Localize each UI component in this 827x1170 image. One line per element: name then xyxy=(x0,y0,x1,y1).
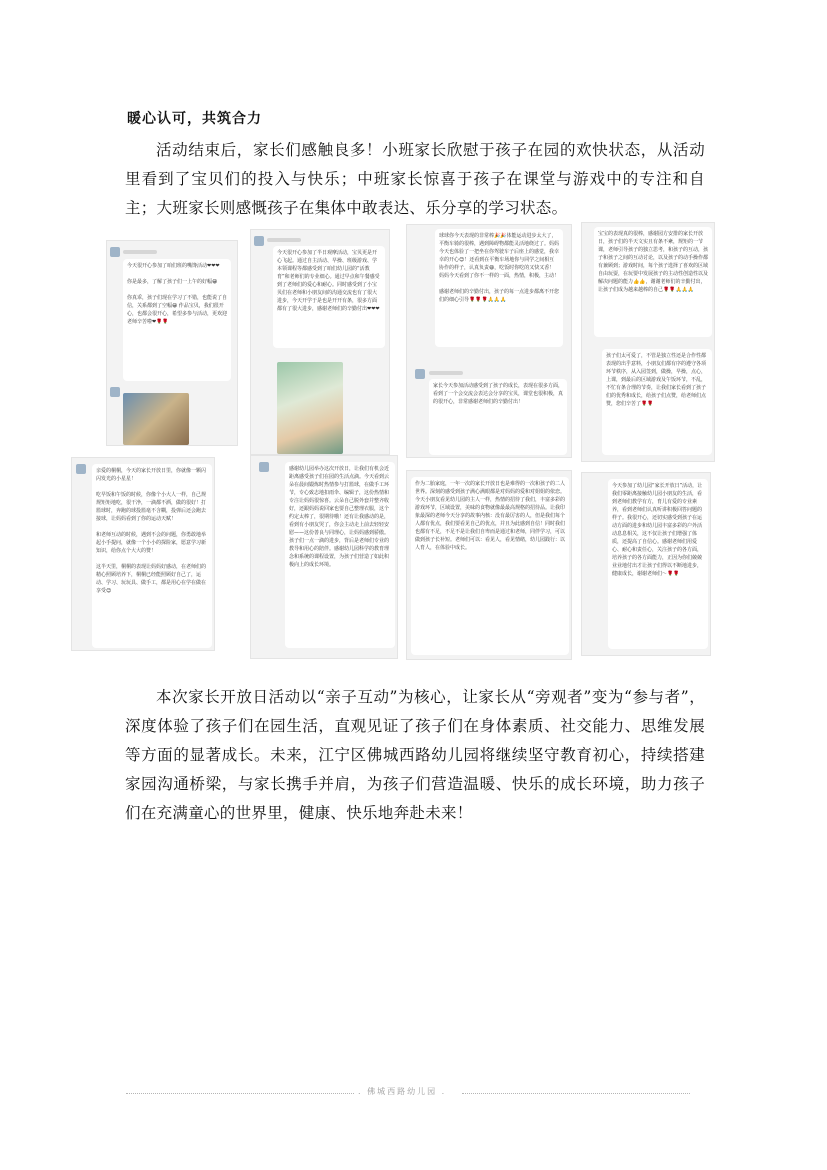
chat-message: 感谢幼儿园举办这次开放日，让我们有机会近距离感受孩子们在园的生活点滴。今天看到云朵在晨间锻炼时热情参与打篮球，在做手工环节，专心致志地扣雨伞、编辑子，这份热情和专注让妈妈很惊喜。云朵自己脱外套并整齐收好，还跟妈妈说回家也要自己整理衣服，这个约定太棒了，很期待哦！还有让我感动的是，看到有小朋友哭了，你会主动走上前去轻轻安慰——这份善良与同理心，让妈妈感到骄傲。孩子们一点一滴的进步，背后是老师们专业的教导和用心的陪伴。感谢幼儿园科学的教育理念和系统的课程设置，为孩子们营造了如此积极向上的成长环境。 xyxy=(285,462,395,648)
chat-message: 亲爱的桐桐，今天的家长开放日里，你就像一颗闪闪发光的小星星！ 吃早饭和午饭的时候，你像个小大人一样，自己规规矩矩地吃，很干净，一滴都不洒，做的很好！打篮球时，奔跑的球投篮毫不含糊，投弹后还会跑去接球，让妈妈看到了你的运动天赋！ 和老师互动的时候，遇到不会的问题，你勇敢地举起小手提问，就像一个小小的探险家，愿意学习新知识，给你点个大大的赞！ 这半天里，桐桐的表现让妈妈好感动，在老师们的精心照顾培养下，桐桐已经能照顾好自己了，运动、学习、玩玩具、做手工，都是用心在学在做在享受😊 xyxy=(92,464,212,648)
paragraph-summary: 本次家长开放日活动以“亲子互动”为核心，让家长从“旁观者”变为“参与者”，深度体验了孩子们在园生活，直观见证了孩子们在身体素质、社交能力、思维发展等方面的显著成长。未来，江宁区佛城西路幼儿园将继续坚守教育初心，持续搭建家园沟通桥梁，与家长携手并肩，为孩子们营造温暖、快乐的成长环境，助力孩子们在充满童心的世界里，健康、快乐地奔赴未来！ xyxy=(125,688,705,822)
chat-message: 今天很开心参加了半日观摩活动，宝贝更是开心飞起。通过自主活动、早操、班级游戏、学本领课程等都感受到了咱们幼儿园的“活教育”和老师们的专业细心。通过早点和午餐感受到了老师们的爱心和耐心。同时感受到了小宝贝们在老师和小朋友间的沟通交流也有了很大进步，今天开学于是也是开开有条，很多方面都有了很大进步，感谢老师们的辛勤付出❤❤❤ xyxy=(273,246,385,348)
chat-screenshot-1 xyxy=(106,240,238,446)
footer-divider-right xyxy=(462,1093,690,1094)
avatar xyxy=(259,462,269,472)
chat-screenshot-5 xyxy=(71,457,215,651)
chat-message: 球球你今天表现的非常棒🎉🎉体能运动进步太大了，平衡车骑的很棒，遇到障碍物都能灵活地绕过了。妈妈今天也体验了一把坐在你驾驶车子后座上的感觉，我幸幸的开心😊！还看到在平衡车场地你与同学之间相互协作的样子，认真负责😄，吃饭时你吃的又快又香！妈妈今天看到了你不一样的一面，热情，积极，主动！ 感谢老师们的辛勤付出，孩子的每一点进步都离不开您们的细心引导🌹🌹🌹🙏🙏🙏 xyxy=(435,229,563,347)
chat-message: 宝宝的表现真的很棒，感谢园方安排的家长开放日，孩子们的半天文实且有条不紊，规矩的一节课，老师引导孩子的独立思考，和孩子的互动，孩子和孩子之间的互动讨论，以及孩子的动手操作都有兼顾到；游戏时间，每个孩子选择了喜欢的区域自由玩耍，在玩要中发展孩子的主动性创造性以及解决问题的能力👍👍，谢谢老师们的辛勤付出，让孩子们成为越来越棒的自己🌹🌹🙏🙏🙏 xyxy=(594,227,712,337)
chat-screenshot-4 xyxy=(581,222,715,462)
avatar xyxy=(254,236,264,246)
photo xyxy=(123,393,189,445)
chat-screenshot-7 xyxy=(406,470,572,660)
avatar xyxy=(415,369,425,379)
section-heading: 暖心认可，共筑合力 xyxy=(127,111,262,127)
chat-screenshot-8 xyxy=(581,472,711,656)
chat-message: 今天很开心参加了咱们班的嘴馋活动❤❤❤ 你是最多，了解了孩子们一上午的好幅😀 你真乖，孩子们现在学习了不错，也能说了自信，关系都到了空幅😀 作品宝贝，我们很开心，也都会很开心，希望多参与活动，更欢迎老师辛苦啦❤🌹🌹 xyxy=(123,259,231,381)
chat-screenshot-2 xyxy=(250,229,390,455)
avatar xyxy=(110,387,120,397)
paragraph-feedback: 活动结束后，家长们感触良多！小班家长欣慰于孩子在园的欢快状态，从活动里看到了宝贝们的投入与快乐；中班家长惊喜于孩子在课堂与游戏中的专注和自主；大班家长则感慨孩子在集体中敢表达、乐分享的学习状态。 xyxy=(125,141,705,217)
chat-message: 家长今天参加活动感受到了孩子的成长，表现在很多方面，看到了一个会交流会表达会分享的宝贝，课堂也很积极，真的很开心，非常感谢老师们的辛勤付出！ xyxy=(429,379,567,455)
chat-screenshot-3 xyxy=(406,224,572,458)
avatar xyxy=(76,464,86,474)
footer-text: . 佛城西路幼儿园 . xyxy=(358,1087,447,1096)
chat-message: 作为二胎家庭，一年一次的家长开放日也是难得的一次和孩子的二人世界。深刻的感受到孩子满心满眼都是对妈妈的爱和对姐姐的依恋。今天小朋友看见幼儿园的主人一样，热情的招待了我们，丰富多彩的游戏环节，区域设置，美味的食物就像最最高规格的招待品。让我印象最深的老师今天分享的故事内核：没有最厉害的人，但是我们每个人都有优点，我们要看见自己的优点，并且为此感到自信！同时我们也都有不足，不足不是让我们自卑而是通过和老师，同伴学习，可以做到孩子长补短。老师们可以：看见人，看见情绪，幼儿园践行：以人育人，在体验中成长。 xyxy=(411,477,569,655)
chat-message: 今天参加了幼儿园“家长开放日”活动，让我们零距离接触幼儿园小朋友的生活，看到老师们教学有方，育儿有爱的专业素养，看到老师们认真听讲积极回答问题的样子。我很开心，还切实感受到孩子在运动方面的进步和幼儿园丰富多彩的户外活动息息相关，这不仅让孩子们增强了体质，还提高了自信心。感谢老师们用爱心、耐心和责任心，关注孩子的各方面，培养孩子的各方面能力，正因为你们兢兢业业地付出才让孩子们得以不断地进步，健康成长，谢谢老师们～🌹🌹 xyxy=(608,479,708,649)
footer-divider-left xyxy=(126,1093,354,1094)
photo xyxy=(277,362,343,454)
chat-screenshot-6 xyxy=(250,455,398,659)
avatar xyxy=(110,247,120,257)
chat-message: 孩子们太可爱了，不管是独立性还是合作性都表现的出乎意料，小朋友们都有序的遵守各项环节秩序，从入园签到，做操，早操，点心，上课，到最后的区域游戏及午饭环节，不乱，不忙有条合理的节奏，让我们家长看到了孩子们的优秀和成长，给孩子们点赞，给老师们点赞，您们辛苦了🌹🌹 xyxy=(602,349,712,455)
